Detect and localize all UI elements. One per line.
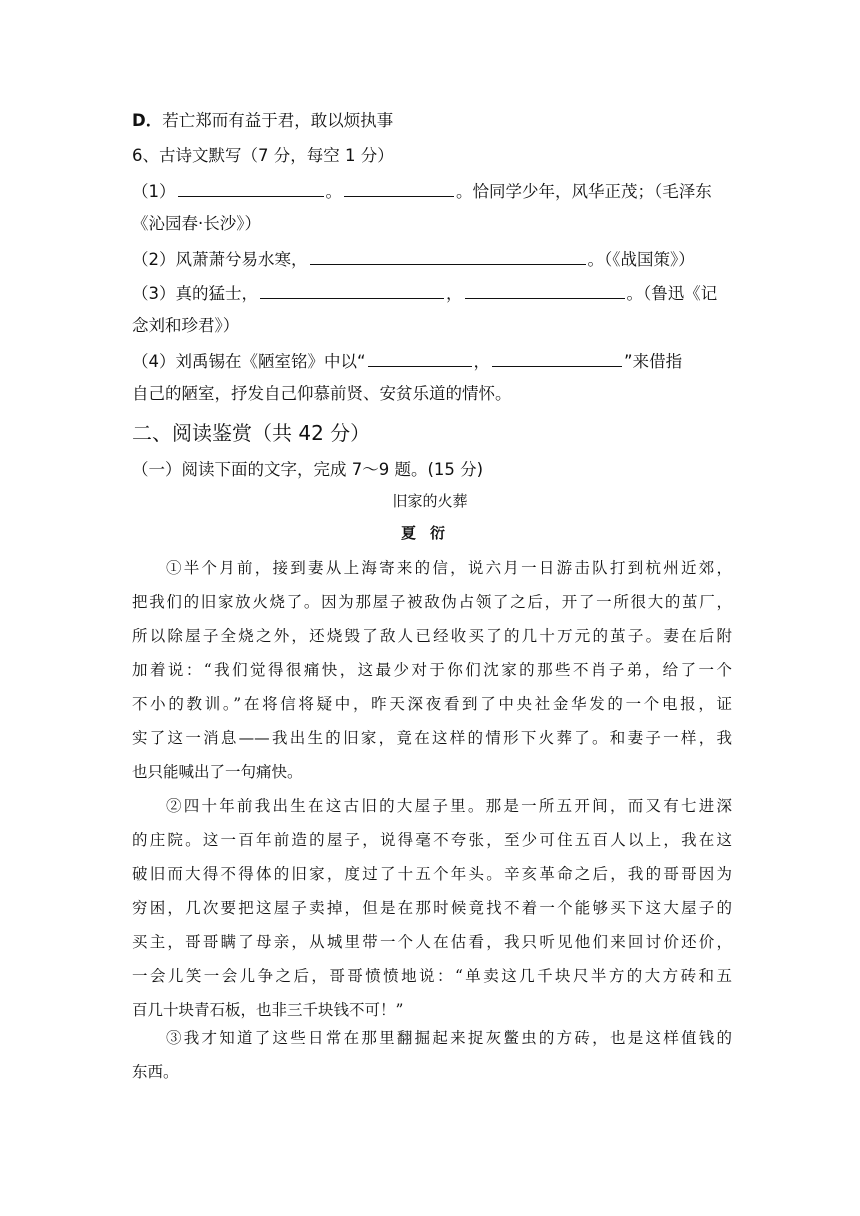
q6-heading: 6、古诗文默写（7 分，每空 1 分） — [132, 146, 394, 165]
answer-blank[interactable] — [344, 180, 454, 197]
article-paragraph-2 — [132, 789, 732, 1027]
item1-prefix: （1） — [132, 182, 176, 201]
q6-item3-cont: 念刘和珍君》） — [132, 316, 240, 335]
q6-item2 — [132, 248, 732, 270]
paragraph-line: 所以除屋子全烧之外，还烧毁了敌人已经收买了的几十万元的茧子。妻在后附 — [132, 627, 732, 645]
item4-prefix: （4）刘禹锡在《陋室铭》中以“ — [132, 352, 366, 371]
q5-option-d — [132, 111, 732, 131]
item1-mid2: 。恰同学少年，风华正茂；（毛泽东 — [456, 182, 712, 201]
answer-blank[interactable] — [310, 248, 586, 265]
paragraph-line: 买主，哥哥瞒了母亲，从城里带一个人在估看，我只听见他们来回讨价还价， — [132, 933, 732, 951]
item2-suffix: 。（《战国策》） — [587, 250, 695, 269]
paragraph-line: ①半个月前，接到妻从上海寄来的信，说六月一日游击队打到杭州近郊， — [166, 559, 732, 577]
paragraph-line: ②四十年前我出生在这古旧的大屋子里。那是一所五开间，而又有七进深 — [166, 797, 732, 815]
option-d-text: 若亡郑而有益于君，敢以烦执事 — [162, 111, 394, 130]
item1-mid1: 。 — [325, 182, 342, 201]
paragraph-line: 破旧而大得不得体的旧家，度过了十五个年头。辛亥革命之后，我的哥哥因为 — [132, 865, 732, 883]
q6-item1-cont: 《沁园春·长沙》） — [132, 214, 261, 233]
q6-item4 — [132, 350, 732, 372]
answer-blank[interactable] — [368, 350, 472, 367]
section-heading: 二、阅读鉴赏（共 42 分） — [132, 421, 371, 445]
item4-mid: ， — [473, 352, 491, 371]
q6-item4-cont: 自己的陋室，抒发自己仰慕前贤、安贫乐道的情怀。 — [132, 384, 512, 403]
paragraph-line: 穷困，几次要把这屋子卖掉，但是在那时候竟找不着一个能够买下这大屋子的 — [132, 899, 732, 917]
paragraph-line: 的庄院。这一百年前造的屋子，说得毫不夸张，至少可住五百人以上，我在这 — [132, 831, 732, 849]
option-d-label: D． — [132, 111, 163, 130]
item3-prefix: （3）真的猛士， — [132, 284, 258, 303]
paragraph-line: 一会儿笑一会儿争之后，哥哥愤愤地说：“单卖这几千块尺半方的大方砖和五 — [132, 967, 732, 985]
article-paragraph-1 — [132, 551, 732, 789]
paragraph-line: 实了这一消息——我出生的旧家，竟在这样的情形下火葬了。和妻子一样，我 — [132, 729, 732, 747]
item3-suffix: 。（鲁迅《记 — [626, 284, 718, 303]
q6-item3 — [132, 282, 732, 304]
part1-instruction: （一）阅读下面的文字，完成 7～9 题。(15 分) — [132, 460, 484, 479]
article-title: 旧家的火葬 — [392, 492, 468, 510]
item4-suffix: ”来借指 — [624, 352, 683, 371]
paragraph-line: 百几十块青石板，也非三千块钱不可！” — [132, 1001, 404, 1019]
paragraph-line: 也只能喊出了一句痛快。 — [132, 763, 303, 781]
paragraph-line: ③我才知道了这些日常在那里翻掘起来捉灰鳖虫的方砖，也是这样值钱的 — [166, 1029, 732, 1047]
article-author: 夏衍 — [400, 524, 459, 542]
answer-blank[interactable] — [260, 282, 444, 299]
q6-item1 — [132, 180, 732, 202]
answer-blank[interactable] — [178, 180, 324, 197]
answer-blank[interactable] — [492, 350, 622, 367]
answer-blank[interactable] — [465, 282, 625, 299]
item3-mid: ， — [446, 284, 463, 303]
paragraph-line: 把我们的旧家放火烧了。因为那屋子被敌伪占领了之后，开了一所很大的茧厂， — [132, 593, 732, 611]
paragraph-line: 东西。 — [132, 1063, 179, 1081]
article-paragraph-3 — [132, 1021, 732, 1089]
paragraph-line: 加着说：“我们觉得很痛快，这最少对于你们沈家的那些不肖子弟，给了一个 — [132, 661, 732, 679]
item2-prefix: （2）风萧萧兮易水寒， — [132, 250, 308, 269]
paragraph-line: 不小的教训。”在将信将疑中，昨天深夜看到了中央社金华发的一个电报，证 — [132, 695, 732, 713]
